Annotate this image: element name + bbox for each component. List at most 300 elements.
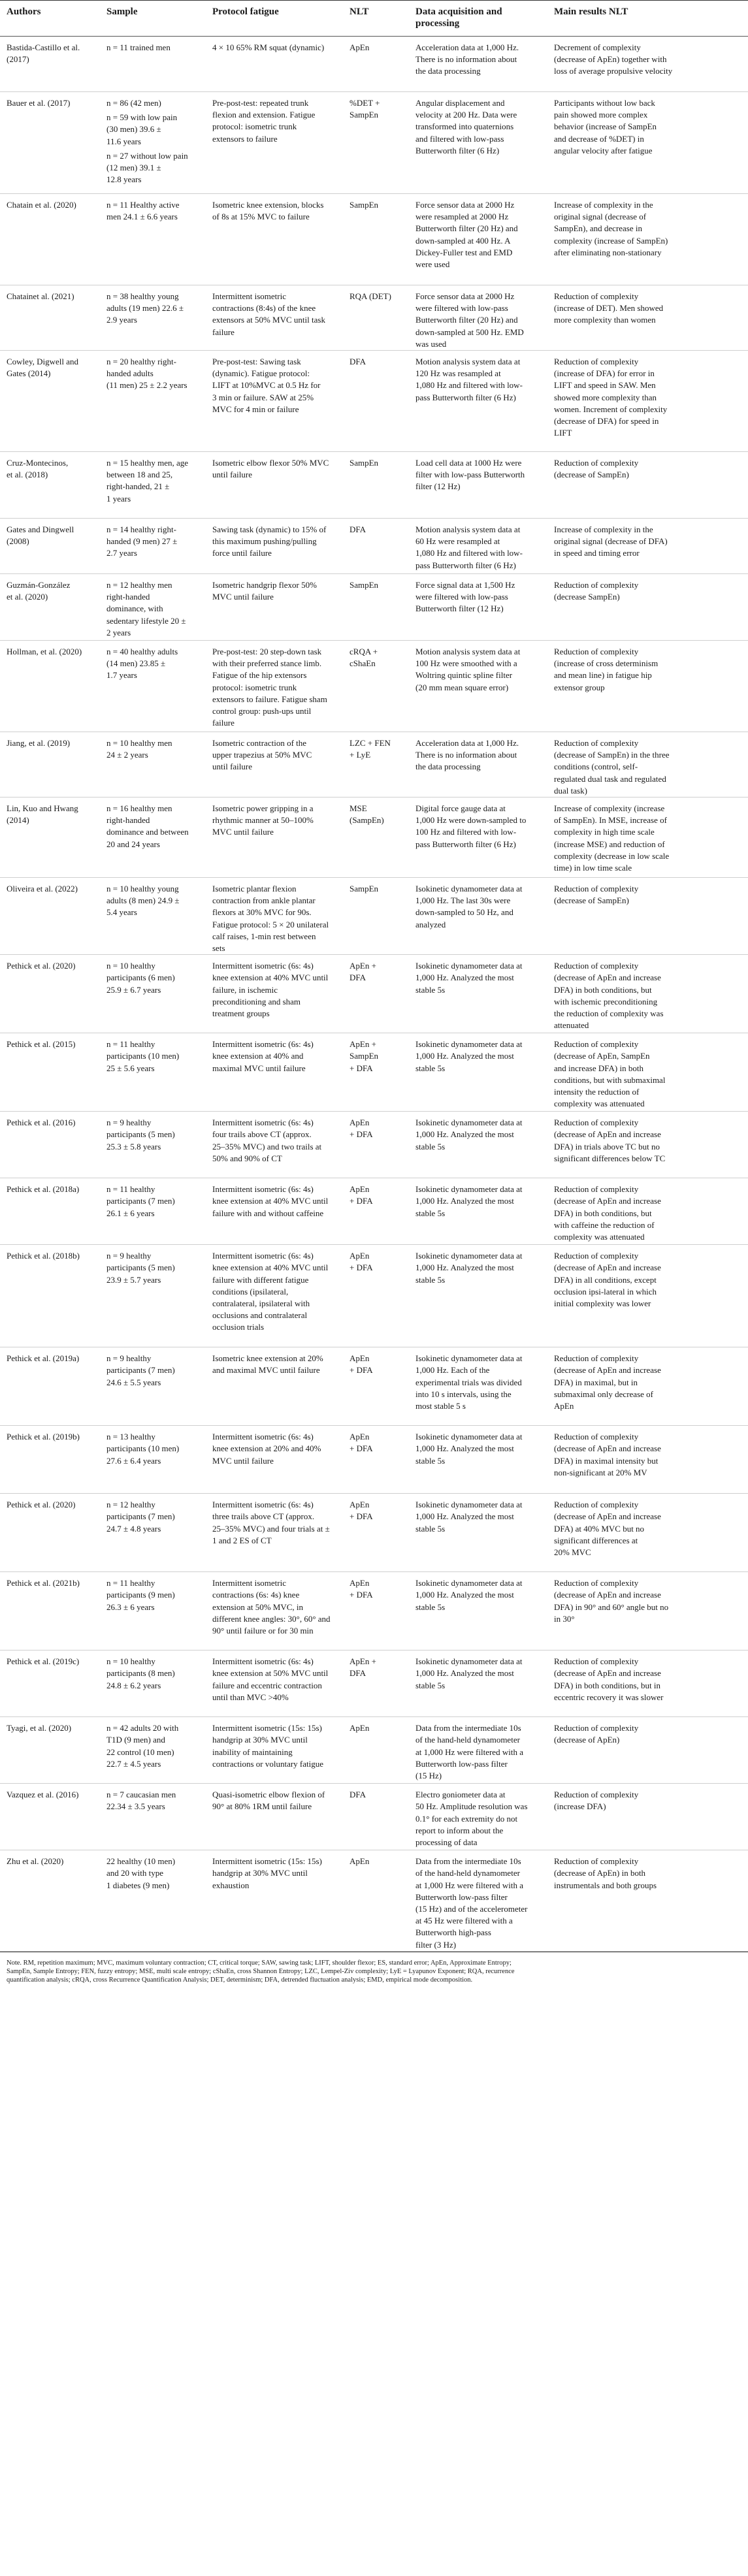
cell-line: Isokinetic dynamometer data at — [415, 1039, 523, 1050]
cell-line: n = 15 healthy men, age — [106, 458, 189, 468]
cell-line: maximal MVC until failure — [212, 1063, 306, 1073]
cell-line: ApEn — [350, 1432, 370, 1442]
data-processing-cell — [409, 351, 547, 452]
data-processing-cell — [409, 1426, 547, 1494]
sample-cell — [100, 452, 206, 519]
protocol-cell — [206, 519, 343, 574]
cell-line: experimental trials was divided — [415, 1377, 522, 1387]
cell-line: participants (6 men) — [106, 973, 175, 983]
cell-line: Intermittent isometric — [212, 1578, 286, 1588]
cell-line: 24.6 ± 5.5 years — [106, 1377, 161, 1387]
cell-line: upper trapezius at 50% MVC — [212, 750, 312, 760]
cell-line: stable 5s — [415, 1141, 446, 1151]
cell-line: (2008) — [7, 536, 29, 547]
protocol-cell — [206, 92, 343, 194]
table-row — [0, 1347, 748, 1426]
cell-line: three trails above CT (approx. — [212, 1511, 315, 1522]
table-header — [0, 1, 748, 37]
cell-line: stable 5s — [415, 1602, 446, 1612]
sample-cell — [100, 1033, 206, 1112]
cell-line: (decrease of ApEn and increase — [554, 1443, 661, 1454]
cell-line: n = 42 adults 20 with — [106, 1723, 179, 1733]
sample-cell — [100, 574, 206, 641]
main-results-cell — [547, 1572, 748, 1650]
cell-line: protocol: isometric trunk — [212, 121, 297, 132]
cell-line: Lin, Kuo and Hwang — [7, 803, 78, 814]
cell-line: Acceleration data at 1,000 Hz. — [415, 42, 519, 52]
cell-line: MVC for 4 min or failure — [212, 404, 299, 414]
cell-line: ApEn — [350, 1184, 370, 1195]
cell-line: 25–35% MVC) and two trails at — [212, 1141, 322, 1151]
cell-line: 1,000 Hz. Analyzed the most — [415, 1590, 514, 1600]
cell-line: Pethick et al. (2021b) — [7, 1578, 80, 1588]
cell-line: (decrease SampEn) — [554, 592, 620, 602]
sample-cell — [100, 1494, 206, 1572]
footnote-line: quantification analysis; cRQA, cross Recurrence Quantification Analysis; DET, determinism; DFA, detrended fluctuation analysis; EMD, empirical mode decomposition. — [7, 1976, 473, 1984]
main-results-cell — [547, 1347, 748, 1426]
cell-line: n = 59 with low pain — [106, 112, 178, 123]
cell-line: n = 12 healthy men — [106, 580, 172, 590]
cell-line: women. Increment of complexity — [554, 404, 668, 414]
table-row — [0, 1650, 748, 1717]
cell-line: n = 16 healthy men — [106, 803, 172, 814]
cell-line: 24.8 ± 6.2 years — [106, 1680, 161, 1690]
cell-line: n = 38 healthy young — [106, 291, 179, 301]
cell-line: Tyagi, et al. (2020) — [7, 1723, 72, 1733]
cell-line: complexity was attenuated — [554, 1232, 645, 1242]
cell-line: behavior (increase of SampEn — [554, 121, 657, 132]
protocol-cell — [206, 641, 343, 732]
cell-line: Isometric handgrip flexor 50% — [212, 580, 317, 590]
cell-line: 24 ± 2 years — [106, 750, 148, 760]
table-row — [0, 1850, 748, 1952]
cell-line: LIFT and speed in SAW. Men — [554, 380, 656, 391]
authors-cell — [0, 1572, 100, 1650]
cell-line: Intermittent isometric (6s: 4s) — [212, 1432, 314, 1442]
cell-line: force until failure — [212, 548, 272, 558]
cell-line: the data processing — [415, 66, 481, 76]
cell-line: handed (9 men) 27 ± — [106, 536, 178, 547]
cell-line: n = 13 healthy — [106, 1432, 155, 1442]
cell-line: Isokinetic dynamometer data at — [415, 1251, 523, 1261]
nlt-cell — [343, 351, 409, 452]
cell-line: at 1,000 Hz were filtered with a — [415, 1880, 523, 1890]
cell-line: ApEn — [350, 1353, 370, 1364]
header-main-results: Main results NLT — [547, 1, 748, 37]
cell-line: n = 9 healthy — [106, 1251, 152, 1261]
cell-line: ApEn — [350, 1578, 370, 1588]
cell-line: (decrease of ApEn and increase — [554, 1511, 661, 1522]
cell-line: extensor group — [554, 682, 605, 692]
cell-line: SampEn — [350, 1051, 379, 1061]
authors-cell — [0, 797, 100, 878]
cell-line: 100 Hz and filtered with low- — [415, 827, 517, 837]
header-data-acquisition: Data acquisition and processing — [409, 1, 547, 37]
cell-line: MVC until failure — [212, 827, 274, 837]
cell-line: SampEn — [350, 580, 379, 590]
cell-line: n = 10 healthy men — [106, 738, 172, 749]
data-processing-cell — [409, 194, 547, 285]
cell-line: Intermittent isometric (15s: 15s) — [212, 1856, 322, 1867]
cell-line: failure — [212, 327, 235, 337]
cell-line: ApEn — [350, 1723, 370, 1733]
cell-line: Angular displacement and — [415, 98, 505, 108]
cell-line: n = 7 caucasian men — [106, 1790, 176, 1800]
cell-line: 25.9 ± 6.7 years — [106, 984, 161, 995]
cell-line: 1,000 Hz. Analyzed the most — [415, 1129, 514, 1140]
cell-line: et al. (2018) — [7, 470, 48, 480]
cell-line: different knee angles: 30°, 60° and — [212, 1613, 331, 1624]
cell-line: complexity was attenuated — [554, 1099, 645, 1109]
cell-line: stable 5s — [415, 1208, 446, 1218]
cell-line: Isokinetic dynamometer data at — [415, 1656, 523, 1667]
table-row — [0, 1112, 748, 1178]
cell-line: Isometric contraction of the — [212, 738, 307, 749]
table-row — [0, 37, 748, 92]
cell-line: ApEn — [350, 1856, 370, 1867]
cell-line: Reduction of complexity — [554, 291, 639, 301]
cell-line: Reduction of complexity — [554, 458, 639, 468]
cell-line: of the hand-held dynamometer — [415, 1735, 520, 1745]
cell-line: and increase DFA) in both — [554, 1063, 643, 1073]
authors-cell — [0, 351, 100, 452]
cell-line: Decrement of complexity — [554, 42, 641, 52]
main-results-cell — [547, 797, 748, 878]
cell-line: eccentric recovery it was slower — [554, 1692, 664, 1702]
footnote-line: Note. RM, repetition maximum; MVC, maximum voluntary contraction; CT, critical torque; SAW, sawing task; LIFT, shoulder flexor; ES, standard error; ApEn, Approximate Entropy; — [7, 1959, 512, 1967]
main-results-cell — [547, 1033, 748, 1112]
cell-line: (decrease of ApEn and increase — [554, 1196, 661, 1206]
cell-line: (15 Hz) — [415, 1771, 442, 1781]
cell-line: stable 5s — [415, 1274, 446, 1285]
cell-line: loss of average propulsive velocity — [554, 66, 673, 76]
cell-line: after eliminating non-stationary — [554, 247, 662, 257]
cell-line: contractions (6s: 4s) knee — [212, 1590, 300, 1600]
cell-line: n = 11 healthy — [106, 1039, 155, 1050]
cell-line: 90° until failure or for 30 min — [212, 1626, 314, 1636]
cell-line: Reduction of complexity — [554, 1251, 639, 1261]
cell-line: four trails above CT (approx. — [212, 1129, 312, 1140]
cell-line: were used — [415, 259, 450, 270]
data-processing-cell — [409, 1245, 547, 1347]
sample-cell — [100, 878, 206, 955]
cell-line: 2.9 years — [106, 315, 137, 325]
cell-line: dominance and between — [106, 827, 189, 837]
cell-line: contractions or voluntary fatigue — [212, 1758, 324, 1769]
cell-line: Isokinetic dynamometer data at — [415, 1500, 523, 1510]
cell-line: Increase of complexity (increase — [554, 803, 665, 814]
cell-line: down-sampled to 50 Hz, and — [415, 907, 513, 918]
cell-line: 26.1 ± 6 years — [106, 1208, 155, 1218]
cell-line: participants (7 men) — [106, 1196, 175, 1206]
cell-line: DFA) in both conditions, but in — [554, 1680, 660, 1690]
cell-line: original signal (decrease of — [554, 212, 647, 222]
cell-line: 26.3 ± 6 years — [106, 1602, 155, 1612]
cell-line: Isokinetic dynamometer data at — [415, 961, 523, 971]
cell-line: submaximal only decrease of — [554, 1389, 653, 1399]
cell-line: Bauer et al. (2017) — [7, 98, 71, 108]
cell-line: the data processing — [415, 762, 481, 772]
nlt-cell — [343, 1426, 409, 1494]
cell-line: Data from the intermediate 10s — [415, 1856, 521, 1867]
cell-line: Pethick et al. (2019a) — [7, 1353, 80, 1364]
table-row — [0, 452, 748, 519]
data-processing-cell — [409, 452, 547, 519]
cell-line: 25 ± 5.6 years — [106, 1063, 155, 1073]
data-processing-cell — [409, 519, 547, 574]
cell-line: n = 86 (42 men) — [106, 98, 161, 108]
cell-line: Chatain et al. (2020) — [7, 200, 76, 210]
cell-line: Intermittent isometric — [212, 291, 286, 301]
cell-line: Reduction of complexity — [554, 1578, 639, 1588]
cell-line: were resampled at 2000 Hz — [415, 212, 509, 222]
cell-line: Pre-post-test: repeated trunk — [212, 98, 309, 108]
cell-line: significant differences at — [554, 1535, 638, 1545]
cell-line: knee extension at 40% MVC until — [212, 973, 329, 983]
cell-line: significant differences below TC — [554, 1153, 666, 1163]
cell-line: participants (7 men) — [106, 1365, 175, 1376]
data-processing-cell — [409, 1178, 547, 1245]
table-row — [0, 92, 748, 194]
data-processing-cell — [409, 1347, 547, 1426]
nlt-cell — [343, 194, 409, 285]
cell-line: regulated dual task and regulated — [554, 773, 666, 784]
cell-line: pass Butterworth filter (6 Hz) — [415, 839, 516, 849]
cell-line: 11.6 years — [106, 136, 141, 146]
sample-cell — [100, 519, 206, 574]
nlt-cell — [343, 878, 409, 955]
protocol-cell — [206, 351, 343, 452]
cell-line: 2 years — [106, 627, 131, 637]
table-body — [0, 37, 748, 1952]
authors-cell — [0, 1033, 100, 1112]
cell-line: processing of data — [415, 1837, 478, 1848]
cell-line: Pethick et al. (2018b) — [7, 1251, 80, 1261]
nlt-cell — [343, 1572, 409, 1650]
cell-line: sets — [212, 943, 225, 954]
protocol-cell — [206, 285, 343, 351]
cell-line: DFA) in both conditions, but — [554, 984, 652, 995]
cell-line: + DFA — [350, 1365, 373, 1376]
protocol-cell — [206, 1112, 343, 1178]
cell-line: 90° at 80% 1RM until failure — [212, 1801, 312, 1812]
cell-line: Chatainet al. (2021) — [7, 291, 74, 301]
cell-line: (decrease of ApEn and increase — [554, 1129, 661, 1140]
cell-line: contraction from ankle plantar — [212, 895, 316, 906]
sample-cell — [100, 92, 206, 194]
table-row — [0, 1178, 748, 1245]
nlt-cell — [343, 452, 409, 519]
protocol-cell — [206, 1784, 343, 1850]
cell-line: adults (8 men) 24.9 ± — [106, 895, 180, 906]
main-results-cell — [547, 37, 748, 92]
cell-line: SampEn — [350, 884, 379, 894]
table-row — [0, 732, 748, 797]
cell-line: conditions, but with submaximal — [554, 1074, 666, 1085]
nlt-cell — [343, 519, 409, 574]
sample-cell — [100, 1245, 206, 1347]
cell-line: Reduction of complexity — [554, 1184, 639, 1195]
table-row — [0, 194, 748, 285]
cell-line: Acceleration data at 1,000 Hz. — [415, 738, 519, 749]
authors-cell — [0, 574, 100, 641]
nlt-cell — [343, 37, 409, 92]
cell-line: and mean line) in fatigue hip — [554, 670, 652, 681]
protocol-cell — [206, 1572, 343, 1650]
authors-cell — [0, 1784, 100, 1850]
cell-line: 22.34 ± 3.5 years — [106, 1801, 165, 1812]
cell-line: Participants without low back — [554, 98, 655, 108]
protocol-cell — [206, 1717, 343, 1784]
cell-line: attenuated — [554, 1020, 589, 1031]
cell-line: (20 mm mean square error) — [415, 682, 509, 692]
cell-line: extensors to failure. Fatigue sham — [212, 694, 327, 704]
main-results-cell — [547, 878, 748, 955]
table-footnote — [0, 1952, 748, 1984]
table-row — [0, 285, 748, 351]
cell-line: sedentary lifestyle 20 ± — [106, 615, 186, 626]
authors-cell — [0, 92, 100, 194]
cell-line: inability of maintaining — [212, 1747, 293, 1757]
nlt-cell — [343, 1494, 409, 1572]
cell-line: pass Butterworth filter (6 Hz) — [415, 560, 516, 570]
protocol-cell — [206, 452, 343, 519]
cell-line: (decrease of ApEn) together with — [554, 54, 667, 65]
data-processing-cell — [409, 1784, 547, 1850]
authors-cell — [0, 1347, 100, 1426]
cell-line: 4 × 10 65% RM squat (dynamic) — [212, 42, 325, 52]
sample-cell — [100, 285, 206, 351]
cell-line: ApEn — [350, 1251, 370, 1261]
cell-line: n = 11 healthy — [106, 1184, 155, 1195]
cell-line: contralateral, ipsilateral with — [212, 1298, 310, 1309]
cell-line: of the hand-held dynamometer — [415, 1868, 520, 1878]
cell-line: (increase of DFA) for error in — [554, 368, 655, 379]
cell-line: filter (3 Hz) — [415, 1939, 457, 1950]
data-processing-cell — [409, 1572, 547, 1650]
cell-line: 120 Hz was resampled at — [415, 368, 501, 379]
authors-cell — [0, 878, 100, 955]
cell-line: 1,000 Hz. Analyzed the most — [415, 973, 514, 983]
nlt-cell — [343, 574, 409, 641]
cell-line: (decrease of ApEn and increase — [554, 1668, 661, 1679]
cell-line: Oliveira et al. (2022) — [7, 884, 78, 894]
data-processing-cell — [409, 797, 547, 878]
table-row — [0, 1784, 748, 1850]
main-results-cell — [547, 574, 748, 641]
cell-line: (decrease of ApEn and increase — [554, 973, 661, 983]
cell-line: Load cell data at 1000 Hz were — [415, 458, 522, 468]
cell-line: (decrease of SampEn) — [554, 470, 629, 480]
footnote-line: SampEn, Sample Entropy; FEN, fuzzy entropy; MSE, multi scale entropy; cShaEn, cross Shannon Entropy; LZC, Lempel-Ziv complexity; LyE = Lyapunov Exponent; RQA, recurrence — [7, 1967, 515, 1975]
protocol-cell — [206, 1850, 343, 1952]
main-results-cell — [547, 732, 748, 797]
main-results-cell — [547, 1650, 748, 1717]
cell-line: and decrease of %DET) in — [554, 133, 644, 144]
cell-line: at 1,000 Hz were filtered with a — [415, 1747, 523, 1757]
cell-line: Intermittent isometric (6s: 4s) — [212, 1118, 314, 1128]
table-row — [0, 1717, 748, 1784]
cell-line: 23.9 ± 5.7 years — [106, 1274, 161, 1285]
authors-cell — [0, 1178, 100, 1245]
cell-line: (decrease of SampEn) — [554, 895, 629, 906]
cell-line: + DFA — [350, 1443, 373, 1454]
cell-line: n = 11 Healthy active — [106, 200, 180, 210]
table-row — [0, 1245, 748, 1347]
cell-line: ApEn — [350, 1500, 370, 1510]
cell-line: right-handed — [106, 592, 150, 602]
authors-cell — [0, 519, 100, 574]
cell-line: Motion analysis system data at — [415, 524, 521, 535]
cell-line: flexors at 30% MVC for 90s. — [212, 907, 312, 918]
cell-line: 1,000 Hz. Analyzed the most — [415, 1051, 514, 1061]
authors-cell — [0, 1650, 100, 1717]
protocol-cell — [206, 732, 343, 797]
cell-line: 1,080 Hz and filtered with low- — [415, 548, 523, 558]
cell-line: 100 Hz were smoothed with a — [415, 658, 517, 669]
cell-line: n = 20 healthy right- — [106, 357, 176, 367]
cell-line: (12 men) 39.1 ± — [106, 163, 161, 173]
cell-line: Isometric knee extension, blocks — [212, 200, 324, 210]
cell-line: Reduction of complexity — [554, 1500, 639, 1510]
data-processing-cell — [409, 955, 547, 1033]
cell-line: 25.3 ± 5.8 years — [106, 1141, 161, 1151]
cell-line: occlusion trials — [212, 1322, 265, 1332]
table-row — [0, 797, 748, 878]
protocol-cell — [206, 574, 343, 641]
cell-line: 5.4 years — [106, 907, 137, 918]
main-results-cell — [547, 452, 748, 519]
cell-line: complexity (decrease in low scale — [554, 850, 670, 861]
cell-line: Intermittent isometric (6s: 4s) — [212, 1184, 314, 1195]
cell-line: extension at 50% MVC, in — [212, 1602, 304, 1612]
cell-line: with ischemic preconditioning — [554, 996, 658, 1006]
cell-line: (decrease of DFA) for speed in — [554, 416, 659, 427]
authors-cell — [0, 955, 100, 1033]
authors-cell — [0, 1494, 100, 1572]
cell-line: n = 11 trained men — [106, 42, 171, 52]
table-row — [0, 519, 748, 574]
cell-line: right-handed — [106, 815, 150, 826]
cell-line: participants (7 men) — [106, 1511, 175, 1522]
cell-line: men 24.1 ± 6.6 years — [106, 212, 178, 222]
sample-cell — [100, 797, 206, 878]
nlt-cell — [343, 1784, 409, 1850]
main-results-cell — [547, 1426, 748, 1494]
cell-line: more complexity than women — [554, 315, 656, 325]
cell-line: Pethick et al. (2015) — [7, 1039, 76, 1050]
cell-line: Reduction of complexity — [554, 1039, 639, 1050]
cell-line: ApEn — [350, 42, 370, 52]
cell-line: protocol: isometric trunk — [212, 682, 297, 692]
cell-line: Data from the intermediate 10s — [415, 1723, 521, 1733]
cell-line: SampEn — [350, 458, 379, 468]
cell-line: of 8s at 15% MVC to failure — [212, 212, 310, 222]
cell-line: et al. (2020) — [7, 592, 48, 602]
cell-line: 1 diabetes (9 men) — [106, 1880, 170, 1890]
cell-line: There is no information about — [415, 750, 517, 760]
cell-line: 1,000 Hz were down-sampled to — [415, 815, 527, 826]
cell-line: adults (19 men) 22.6 ± — [106, 303, 184, 314]
cell-line: Butterworth low-pass filter — [415, 1758, 508, 1769]
sample-cell — [100, 1784, 206, 1850]
cell-line: (decrease of ApEn, SampEn — [554, 1051, 650, 1061]
cell-line: Hollman, et al. (2020) — [7, 647, 82, 657]
protocol-cell — [206, 1426, 343, 1494]
nlt-cell — [343, 285, 409, 351]
main-results-cell — [547, 519, 748, 574]
cell-line: Vazquez et al. (2016) — [7, 1790, 79, 1800]
